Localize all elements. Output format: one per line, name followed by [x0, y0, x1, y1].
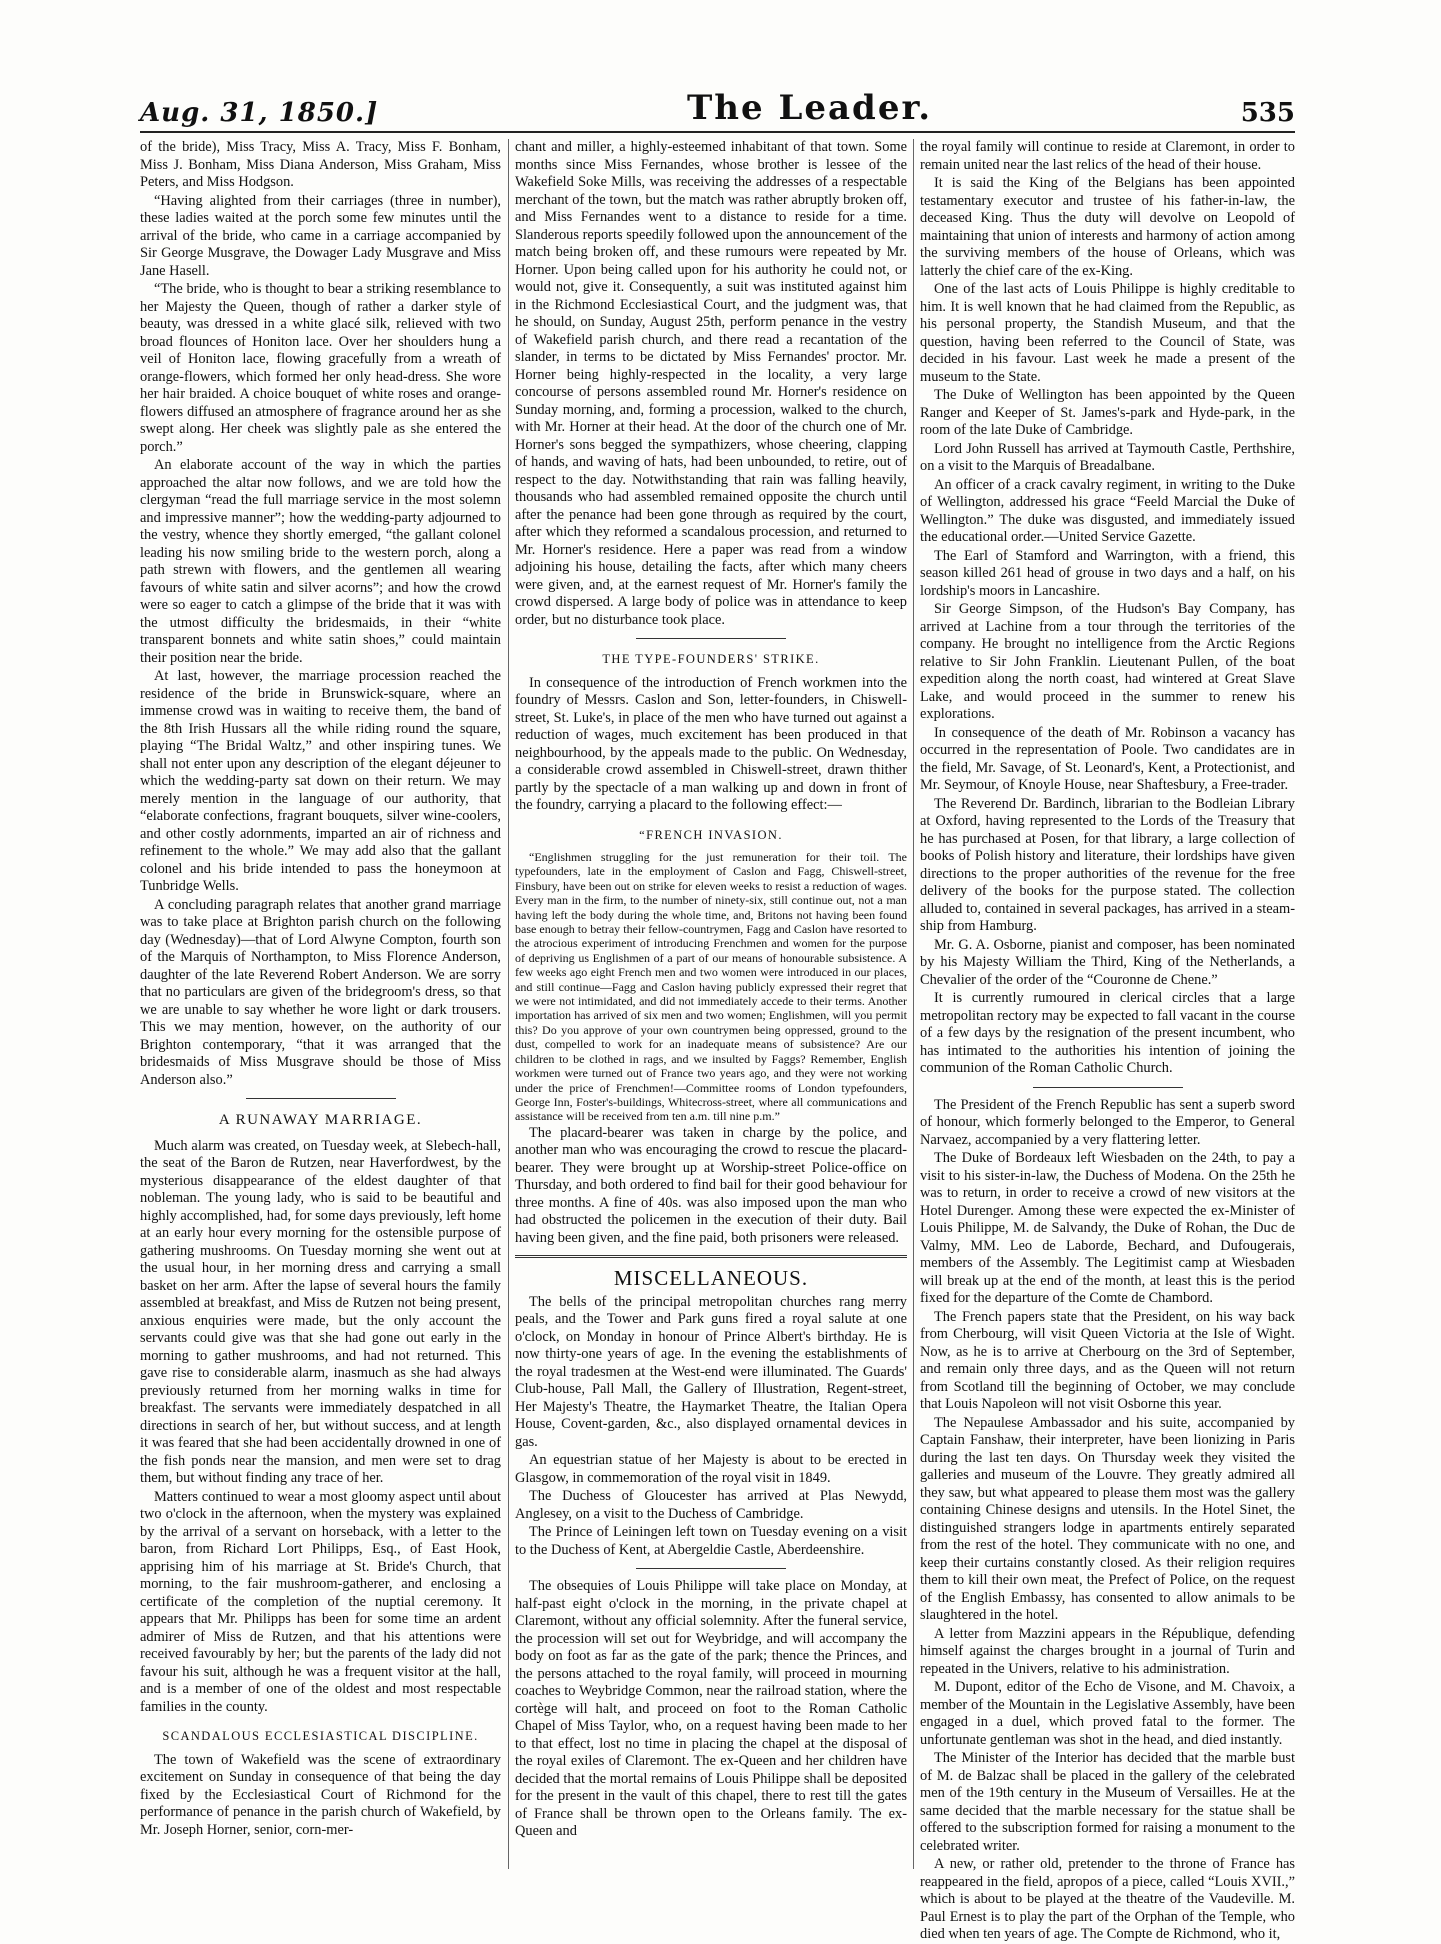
placard-text: “Englishmen struggling for the just remuneration for their toil. The typefounders, late in the employment of Caslon and Fagg, Chiswell-street, Finsbury, have been out on strike for eleven weeks to resist a reduction of wages. Every man in the firm, to the number of ninety-six, still continue out, not a man having left the body during the whole time, and, Britons not having been found base enough to betray their fellow-countrymen, Fagg and Caslon have resorted to the atrocious experiment of introducing Frenchmen and women for the purpose of depriving us Englishmen of a part of our means of honourable subsistence. A few weeks ago eight French men and two women were introduced in our places, and still continue—Fagg and Caslon having publicly expressed their regret that we were not intimidated, and did not immediately accede to their terms. Another importation has arrived of six men and two women; Englishmen, will you permit this? Do you approve of your own countrymen being oppressed, ground to the dust, compelled to work for an inadequate means of subsistence? Are our children to be clothed in rags, and we insulted by Faggs? Remember, English workmen were turned out of France two years ago, and they were not working under the price of Frenchmen!—Committee rooms of London typefounders, George Inn, Foster's-buildings, Whitecross-street, where all communications and assistance will be received from ten a.m. till nine p.m.” [515, 850, 907, 1124]
paragraph: An elaborate account of the way in which the parties approached the altar now follows, and we are told how the clergyman “read the full marriage service in the most solemn and impressive manner”; how the wedding-party adjourned to the vestry, whence they shortly emerged, “the gallant colonel leading his now smiling bride to the western porch, along a path strewn with flowers, and the gentlemen all wearing favours of white satin and silver acorns”; and how the crowd were so eager to catch a glimpse of the bride that it was with the utmost difficulty the bridesmaids, in their “white transparent bonnets and white satin shoes,” could maintain their position near the bride. [140, 457, 501, 666]
paragraph: A concluding paragraph relates that another grand marriage was to take place at Brighton parish church on the following day (Wednesday)—that of Lord Alwyne Compton, fourth son of the Marquis of Northampton, to Miss Florence Anderson, daughter of the late Reverend Robert Anderson. We are sorry that no particulars are given of the bridegroom's dress, so that we are unable to say whether he wore light or dark trousers. This we may mention, however, on the authority of our Brighton contemporary, “that it was arranged that the bridesmaids of Miss Musgrave should be those of Miss Anderson also.” [140, 896, 501, 1088]
paragraph: The bells of the principal metropolitan churches rang merry peals, and the Tower and Park guns fired a royal salute at one o'clock, on Monday in honour of Prince Albert's birthday. He is now thirty-one years of age. In the evening the establishments of the royal tradesmen at the West-end were illuminated. The Guards' Club-house, Pall Mall, the Gallery of Illustration, Regent-street, Her Majesty's Theatre, the Haymarket Theatre, the Italian Opera House, Covent-garden, &c., also displayed ornamental devices in gas. [515, 1293, 907, 1450]
paragraph: One of the last acts of Louis Philippe is highly creditable to him. It is well known that he had claimed from the Republic, as his personal property, the Standish Museum, and that the question, having been referred to the Council of State, was decided in his favour. Last week he made a present of the museum to the State. [920, 281, 1295, 385]
paragraph: The Duke of Bordeaux left Wiesbaden on the 24th, to pay a visit to his sister-in-law, the Duchess of Modena. On the 25th he was to return, in order to receive a crowd of new visitors at the Hotel Durenger. Among these were expected the ex-Minister of Louis Philippe, M. de Salvandy, the Duke of Rohan, the Duc de Valmy, MM. Leo de Laborde, Bechard, and Dufougerais, members of the Assembly. The Legitimist camp at Wiesbaden will break up at the end of the month, at least this is the period fixed for the departure of the Comte de Chambord. [920, 1150, 1295, 1306]
paragraph: A letter from Mazzini appears in the République, defending himself against the charges brought in a journal of Turin and repeated in the Univers, relative to his administration. [920, 1625, 1295, 1677]
heading-type-founders-strike: THE TYPE-FOUNDERS' STRIKE. [602, 652, 820, 666]
paragraph: A new, or rather old, pretender to the throne of France has reappeared in the field, apropos of a piece, called “Louis XVII.,” which is about to be played at the theatre of the Vaudeville. M. Paul Ernest is to play the part of the Orphan of the Temple, who died when ten years of age. The Compte de Richmond, who it, [920, 1856, 1295, 1942]
paragraph: In consequence of the death of Mr. Robinson a vacancy has occurred in the representation of Poole. Two candidates are in the field, Mr. Savage, of St. Leonard's, Kent, a Protectionist, and Mr. Seymour, of Knoyle House, near Shaftesbury, a Free-trader. [920, 724, 1295, 793]
paragraph: The Duchess of Gloucester has arrived at Plas Newydd, Anglesey, on a visit to the Duchess of Cambridge. [515, 1488, 907, 1522]
paragraph: The Prince of Leiningen left town on Tuesday evening on a visit to the Duchess of Kent, at Abergeldie Castle, Aberdeenshire. [515, 1524, 907, 1558]
paragraph: The obsequies of Louis Philippe will take place on Monday, at half-past eight o'clock in the morning, in the private chapel at Claremont, without any official solemnity. After the funeral service, the procession will set out for Weybridge, and will accompany the body on foot as far as the gate of the park; thence the Princes, and the persons attached to the royal family, will proceed in mourning coaches to Weybridge Common, near the railroad station, where the cortège will halt, and proceed on foot to the Roman Catholic Chapel of Miss Taylor, who, on a request having been made to her to that effect, lost no time in placing the chapel at the disposal of the royal exiles of Claremont. The ex-Queen and her children have decided that the mortal remains of Louis Philippe shall be deposited for the present in the vault of this chapel, there to rest till the gates of France shall be thrown open to the Orleans family. The ex-Queen and [515, 1578, 907, 1840]
column-1 [140, 139, 501, 1869]
column-divider-2 [913, 139, 914, 1869]
paragraph: Matters continued to wear a most gloomy aspect until about two o'clock in the afternoon, when the mystery was explained by the arrival of a servant on horseback, with a letter to the baron, from Richard Lort Philipps, Esq., of East Hook, apprising him of his marriage at St. Bride's Church, that morning, to the fair mushroom-gatherer, and enclosing a certificate of the completion of the nuptial ceremony. It appears that Mr. Philipps has been for some time an ardent admirer of Miss de Rutzen, and that his attentions were received favourably by her; but the parents of the lady did not favour his suit, although he was a frequent visitor at the hall, and is a member of one of the oldest and most respectable families in the county. [140, 1488, 501, 1715]
heading-runaway-marriage: A RUNAWAY MARRIAGE. [218, 1112, 423, 1128]
paragraph: The French papers state that the President, on his way back from Cherbourg, will visit Queen Victoria at the Isle of Wight. Now, as he is to arrive at Cherbourg on the 3rd of September, and remain only three days, and as the Queen will not return from Scotland till the beginning of October, we may conclude that Louis Napoleon will not visit Osborne this year. [920, 1308, 1295, 1412]
newspaper-title: The Leader. [687, 88, 933, 128]
section-rule [636, 638, 786, 639]
paragraph: Sir George Simpson, of the Hudson's Bay Company, has arrived at Lachine from a tour through the territories of the company. He brought no intelligence from the Arctic Regions relative to Sir John Franklin. Lieutenant Pullen, of the boat expedition along the north coast, had wintered at Great Slave Lake, and would proceed in the summer to renew his explorations. [920, 601, 1295, 722]
paragraph: The Nepaulese Ambassador and his suite, accompanied by Captain Fanshaw, their interpreter, have been lionizing in Paris during the last ten days. On Thursday week they visited the galleries and museum of the Louvre. They greatly admired all they saw, but what appeared to please them most was the gallery containing Chinese designs and utensils. In the Hotel Sinet, the distinguished strangers lodge in apartments entirely separated from the rest of the hotel. They communicate with no one, and keep their curtains constantly closed. As their religion requires them to kill their own meat, the Prefect of Police, on the request of the English Embassy, has consented to allow animals to be slaughtered in the hotel. [920, 1414, 1295, 1623]
page-number: 535 [1240, 98, 1295, 128]
masthead-rule [140, 131, 1295, 133]
column-divider-1 [508, 139, 509, 1869]
paragraph: An equestrian statue of her Majesty is about to be erected in Glasgow, in commemoration of the royal visit in 1849. [515, 1452, 907, 1486]
heading-miscellaneous: MISCELLANEOUS. [613, 1266, 809, 1291]
paragraph: chant and miller, a highly-esteemed inhabitant of that town. Some months since Miss Fernandes, whose brother is lessee of the Wakefield Soke Mills, was receiving the addresses of a respectable merchant of the town, but the match was rather abruptly broken off, and Miss Fernandes went to a distance to reside for a time. Slanderous reports speedily followed upon the announcement of the match being broken off, and these rumours were repeated by Mr. Horner. Upon being called upon for his authority he could not, or would not, give it. Consequently, a suit was instituted against him in the Richmond Ecclesiastical Court, and the judgment was, that he should, on Sunday, August 25th, perform penance in the vestry of Wakefield parish church, and there read a recantation of the slander, in terms to be dictated by Miss Fernandes' proctor. Mr. Horner being highly-respected in the locality, a very large concourse of persons assembled round Mr. Horner's residence on Sunday morning, and, forming a procession, walked to the church, with Mr. Horner at their head. At the door of the church one of Mr. Horner's sons begged the sympathizers, whose cheering, clapping of hands, and waving of hats, had been unbounded, to retire, out of respect to the day. Notwithstanding that rain was falling heavily, thousands who had assembled remained opposite the church until after the penance had been gone through as required by the court, after which they reformed a scandalous procession, and returned to Mr. Horner's residence. Here a paper was read from a window adjoining his house, detailing the facts, after which many cheers were given, and, at the earnest request of Mr. Horner's family the crowd dispersed. A large body of police was in attendance to keep order, but no disturbance took place. [515, 139, 907, 628]
double-rule [515, 1255, 907, 1258]
paragraph: The Earl of Stamford and Warrington, with a friend, this season killed 261 head of grouse in two days and a half, on his lordship's moors in Lancashire. [920, 547, 1295, 599]
paragraph: The President of the French Republic has sent a superb sword of honour, which formerly belonged to the Emperor, to General Narvaez, accompanied by a very flattering letter. [920, 1096, 1295, 1148]
paragraph: “Having alighted from their carriages (three in number), these ladies waited at the porch some few minutes until the arrival of the bride, who came in a carriage accompanied by Sir George Musgrave, the Dowager Lady Musgrave and Miss Jane Hasell. [140, 192, 501, 279]
section-rule [1033, 1087, 1183, 1088]
heading-scandalous-discipline: SCANDALOUS ECCLESIASTICAL DISCIPLINE. [162, 1729, 479, 1743]
paragraph: M. Dupont, editor of the Echo de Visone, and M. Chavoix, a member of the Mountain in the Legislative Assembly, have been engaged in a duel, which proved fatal to the former. The unfortunate gentleman was shot in the head, and died instantly. [920, 1679, 1295, 1748]
paragraph: The town of Wakefield was the scene of extraordinary excitement on Sunday in consequence of that being the day fixed by the Ecclesiastical Court of Richmond for the performance of penance in the parish church of Wakefield, by Mr. Joseph Horner, senior, corn-mer- [140, 1751, 501, 1838]
column-3 [920, 139, 1295, 1942]
paragraph: It is currently rumoured in clerical circles that a large metropolitan rectory may be expected to fall vacant in the course of a few days by the resignation of the present incumbent, who has intimated to the authorities his intention of joining the communion of the Roman Catholic Church. [920, 990, 1295, 1076]
paragraph: Lord John Russell has arrived at Taymouth Castle, Perthshire, on a visit to the Marquis of Breadalbane. [920, 440, 1295, 474]
section-rule [246, 1098, 396, 1099]
paragraph: An officer of a crack cavalry regiment, in writing to the Duke of Wellington, addressed his grace “Feeld Marcial the Duke of Wellington.” The duke was disgusted, and immediately issued the educational order.—United Service Gazette. [920, 476, 1295, 545]
section-rule [636, 1568, 786, 1569]
paragraph: The Minister of the Interior has decided that the marble bust of M. de Balzac shall be placed in the gallery of the celebrated men of the 19th century in the Museum of Versailles. He at the same decided that the marble necessary for the statue shall be offered to the subscription formed for raising a monument to the celebrated writer. [920, 1750, 1295, 1854]
paragraph: Much alarm was created, on Tuesday week, at Slebech-hall, the seat of the Baron de Rutzen, near Haverfordwest, by the mysterious disappearance of the eldest daughter of that nobleman. The young lady, who is said to be beautiful and highly accomplished, had, for some days previously, left home at an early hour every morning for the ostensible purpose of gathering mushrooms. On Tuesday morning she went out at the usual hour, in her morning dress and carrying a small basket on her arm. After the lapse of several hours the family assembled at breakfast, and Miss de Rutzen not being present, anxious enquiries were made, but the only account the servants could give was that she had gone out early in the morning to gather mushrooms, and had not returned. This gave rise to considerable alarm, inasmuch as she had always previously returned from her morning walks in time for breakfast. The servants were immediately despatched in all directions in search of her, but without success, and at length it was feared that she had been accidentally drowned in one of the fish ponds near the mansion, and men were set to drag them, but without finding any trace of her. [140, 1137, 501, 1486]
paragraph: of the bride), Miss Tracy, Miss A. Tracy, Miss F. Bonham, Miss J. Bonham, Miss Diana Anderson, Miss Graham, Miss Peters, and Miss Hodgson. [140, 139, 501, 190]
paragraph: The Duke of Wellington has been appointed by the Queen Ranger and Keeper of St. James's-park and Hyde-park, in the room of the late Duke of Cambridge. [920, 387, 1295, 438]
paragraph: Mr. G. A. Osborne, pianist and composer, has been nominated by his Majesty William the Third, King of the Netherlands, a Chevalier of the order of the “Couronne de Chene.” [920, 936, 1295, 988]
paragraph: At last, however, the marriage procession reached the residence of the bride in Brunswick-square, where an immense crowd was in waiting to receive them, the band of the 8th Irish Hussars all the while riding round the square, playing “The Bridal Waltz,” and other inspiring tunes. We shall not enter upon any description of the elegant déjeuner to which the wedding-party sat down on their return. We may merely mention in the language of our authority, that “elaborate confections, fragrant bouquets, silver wine-coolers, and other costly adornments, imparted an air of richness and refinement to the whole.” We may add also that the gallant colonel and his bride intended to pass the honeymoon at Tunbridge Wells. [140, 668, 501, 894]
paragraph: “The bride, who is thought to bear a striking resemblance to her Majesty the Queen, though of rather a darker style of beauty, was dressed in a white glacé silk, relieved with two broad flounces of Honiton lace. Over her shoulders hung a veil of Honiton lace, flowing gracefully from a wreath of orange-flowers, which formed her only head-dress. She wore her hair braided. A choice bouquet of white roses and orange-flowers diffused an atmosphere of fragrance around her as she swept along. Her cheek was slightly pale as she entered the porch.” [140, 281, 501, 455]
paragraph: It is said the King of the Belgians has been appointed testamentary executor and trustee of his father-in-law, the deceased King. Thus the duty will devolve on Leopold of maintaining that union of interests and harmony of action among the surviving members of the house of Orleans, which was latterly the chief care of the ex-King. [920, 175, 1295, 279]
paragraph: The placard-bearer was taken in charge by the police, and another man who was encouraging the crowd to rescue the placard-bearer. They were brought up at Worship-street Police-office on Thursday, and both ordered to find bail for their good behaviour for three months. A fine of 40s. was also imposed upon the man who had obstructed the policemen in the execution of their duty. Bail having been given, and the fine paid, both prisoners were released. [515, 1124, 907, 1246]
heading-french-invasion: “FRENCH INVASION. [639, 827, 783, 842]
masthead [140, 84, 1295, 128]
issue-date: Aug. 31, 1850.] [140, 98, 379, 128]
paragraph: the royal family will continue to reside at Claremont, in order to remain united near the last relics of the head of their house. [920, 139, 1295, 173]
paragraph: In consequence of the introduction of French workmen into the foundry of Messrs. Caslon and Son, letter-founders, in Chiswell-street, St. Luke's, in place of the men who have turned out against a reduction of wages, much excitement has been produced in that neighbourhood, by the appeals made to the public. On Wednesday, a considerable crowd assembled in Chiswell-street, drawn thither partly by the spectacle of a man walking up and down in front of the foundry, carrying a placard to the following effect:— [515, 674, 907, 813]
paragraph: The Reverend Dr. Bardinch, librarian to the Bodleian Library at Oxford, having represented to the Lords of the Treasury that he has purchased at Posen, for that library, a large collection of books of Polish history and literature, their lordships have given directions to the proper authorities of the revenue for the free delivery of the books for the purpose stated. The collection alluded to, contained in several packages, has arrived in a steam-ship from Hamburg. [920, 795, 1295, 934]
column-2 [515, 139, 907, 1869]
